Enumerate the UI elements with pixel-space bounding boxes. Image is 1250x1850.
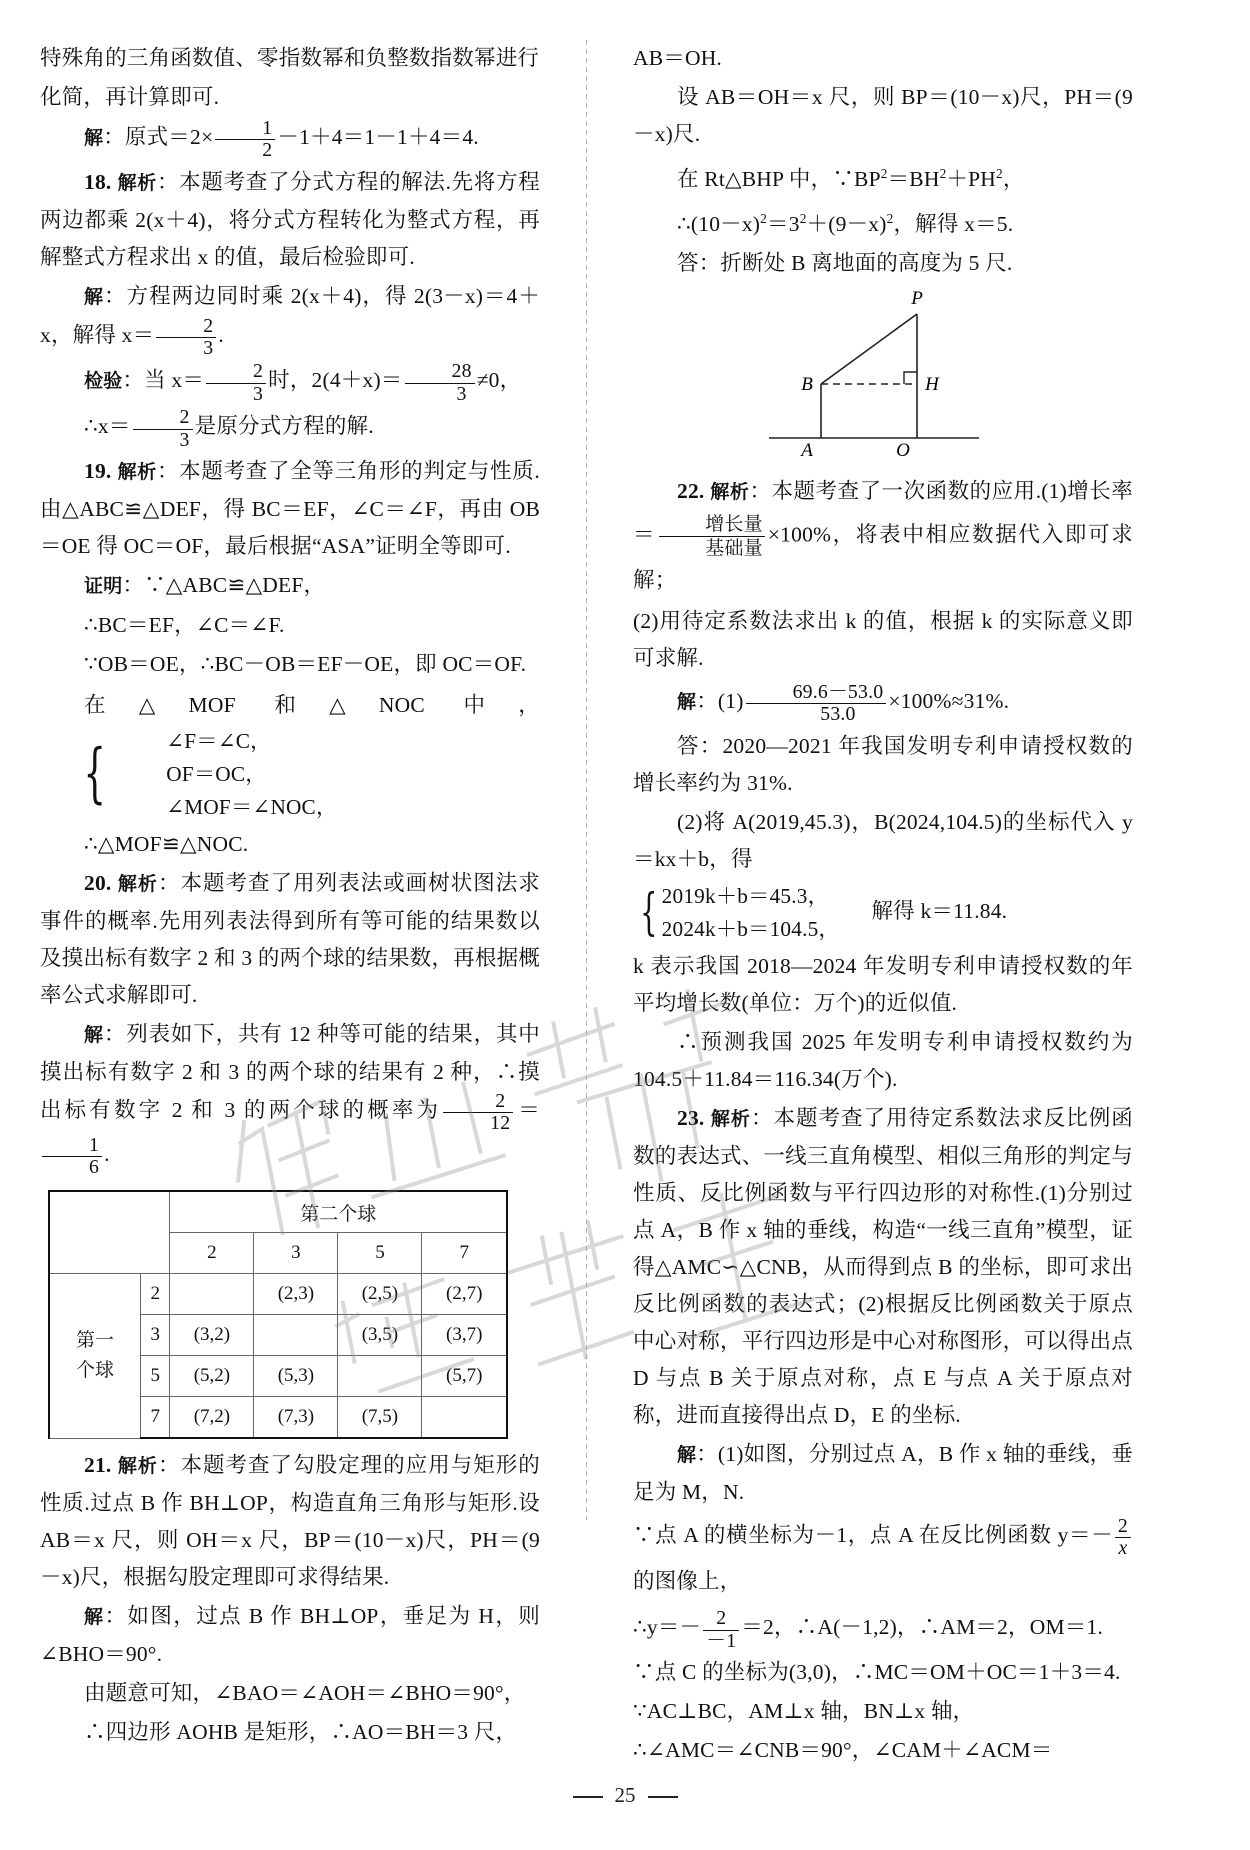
outcomes-table <box>48 1190 508 1439</box>
q22-solve-label: 解 <box>677 691 697 714</box>
q21-l3b: ＝BH <box>887 167 940 192</box>
q22-solution-4: ∴预测我国 2025 年发明专利申请授权数约为 104.5＋11.84＝116.34(万个). <box>633 1029 1133 1091</box>
q22-s1b: ×100%≈31%. <box>888 689 1010 714</box>
q19-p1: ：∵△ABC≌△DEF， <box>122 572 326 597</box>
q22-analysis-label: 解析 <box>710 481 750 504</box>
q22-number: 22. <box>677 479 705 504</box>
q23-solve-label: 解 <box>677 1443 697 1466</box>
q21-l4d: ，解得 x＝5. <box>893 212 1014 237</box>
q21-cont-line2: 设 AB＝OH＝x 尺，则 BP＝(10－x)尺，PH＝(9－x)尺. <box>633 85 1133 146</box>
table-row-header-top <box>49 1191 507 1233</box>
figure-label-B: B <box>801 374 813 396</box>
q18-analysis-label: 解析 <box>117 171 157 194</box>
footer-rule-right <box>648 1796 678 1797</box>
q23-analysis-label: 解析 <box>710 1107 751 1130</box>
table-col-header-1: 3 <box>254 1233 338 1274</box>
q23-solution-line5: ∵AC⊥BC，AM⊥x 轴，BN⊥x 轴， <box>633 1698 975 1723</box>
q21-l4-sup1: 2 <box>760 211 768 227</box>
q22-solution-3: k 表示我国 2018—2024 年发明专利申请授权数的年平均增长数(单位：万个)的近似值. <box>633 953 1133 1015</box>
figure-label-A: A <box>801 440 813 462</box>
table-col-header-3: 7 <box>422 1233 507 1274</box>
right-column <box>613 40 1134 1762</box>
q23-s3b: ＝2，∴A(－1,2)，∴AM＝2，OM＝1. <box>741 1615 1104 1640</box>
q18-check-b: 时，2(4＋x)＝ <box>268 368 403 393</box>
q19-proof-line3: ∵OB＝OE，∴BC－OB＝EF－OE，即 OC＝OF. <box>84 651 527 676</box>
q19-proof-label: 证明 <box>84 574 123 597</box>
q17-analysis-line1: 特殊角的三角函数值、零指数幂和负整数指数幂进行 <box>40 46 540 70</box>
q22-sys-row-2: 2024k＋b＝104.5， <box>661 916 840 941</box>
q22-answer-1: 答：2020—2021 年我国发明专利申请授权数的增长率约为 31%. <box>633 733 1133 795</box>
table-row-label-0: 2 <box>141 1274 170 1315</box>
table-col-group-header: 第二个球 <box>170 1191 507 1233</box>
q22-growth-rate-fraction: 增长量 基础量 <box>659 513 765 559</box>
q18-number: 18. <box>84 169 112 194</box>
table-cell-2-3: (5,7) <box>422 1356 507 1397</box>
table-col-header-2: 5 <box>338 1233 422 1274</box>
q21-l4-sup2: 2 <box>799 211 807 227</box>
q21-l3-sup2: 2 <box>939 166 947 181</box>
figure-label-P: P <box>911 288 923 310</box>
q19-analysis-label: 解析 <box>117 460 157 483</box>
q20-fraction-1: $\frac{2}{12}$ <box>443 1091 513 1135</box>
q20-solution <box>40 1016 540 1178</box>
table-cell-0-1: (2,3) <box>254 1274 338 1315</box>
left-brace-icon: { <box>83 736 107 812</box>
page-footer <box>0 1783 1250 1808</box>
q21-answer-line: 答：折断处 B 离地面的高度为 5 尺. <box>677 251 1013 276</box>
q23-s3a: ∴y＝－ <box>633 1615 702 1640</box>
q23-s2b: 的图像上， <box>633 1569 742 1594</box>
q20-analysis-label: 解析 <box>117 872 158 895</box>
q18-check-c: ≠0， <box>476 368 522 393</box>
q23-s1: ：(1)如图，分别过点 A，B 作 x 轴的垂线，垂足为 M，N. <box>633 1441 1133 1504</box>
q21-l4b: ＝3 <box>767 212 800 237</box>
column-divider <box>586 40 587 1520</box>
q18-concl-fraction: $\frac{2}{3}$ <box>133 407 193 451</box>
q22-growth-calc-fraction: $\frac{69.6-53.0}{53.0}$ <box>746 682 887 726</box>
q18-check-fraction-2: $\frac{28}{3}$ <box>405 361 475 405</box>
q22-analysis-line1 <box>633 470 1133 601</box>
table-cell-3-2: (7,5) <box>338 1397 422 1439</box>
table-cell-3-1: (7,3) <box>254 1397 338 1439</box>
q19-number: 19. <box>84 458 112 483</box>
table-cell-3-0: (7,2) <box>170 1397 254 1439</box>
q20-solve-label: 解 <box>84 1023 104 1046</box>
q21-solution-line2: 由题意可知，∠BAO＝∠AOH＝∠BHO＝90°， <box>84 1681 526 1706</box>
q21-l3-sup3: 2 <box>996 166 1003 181</box>
q18-conclusion <box>40 407 540 451</box>
table-corner-blank <box>49 1191 170 1274</box>
page-number: 25 <box>614 1783 636 1807</box>
q20-period: . <box>104 1141 110 1166</box>
q21-cont-line4 <box>633 200 1133 243</box>
q19-proof-system <box>40 685 540 824</box>
q18-solve-label: 解 <box>84 285 105 308</box>
q22-analysis-a: ：本题考查了一次函数的应用.(1)增长率＝ <box>633 479 1134 547</box>
q21-l4c: ＋(9－x) <box>806 212 887 237</box>
q23-solution-line1 <box>633 1436 1133 1511</box>
q18-solution: 解：方程两边同时乘 2(x＋4)，得 2(3－x)＝4＋x，解得 x＝ $\frac{2}{3}$ . <box>40 283 540 360</box>
left-brace-icon: { <box>640 883 658 942</box>
q17-fraction: $\frac{1}{2}$ <box>215 118 275 162</box>
table-cell-2-0: (5,2) <box>170 1356 254 1397</box>
table-col-header-0: 2 <box>170 1233 254 1274</box>
q22-analysis-b: ×100%，将表中相应数据代入即可求解； <box>633 522 1134 593</box>
q18-concl-a: ∴x＝ <box>84 414 131 439</box>
row-group-label-2: 个球 <box>75 1360 114 1382</box>
q22-linear-system-row <box>633 880 1133 946</box>
q23-solution-line2 <box>633 1513 1133 1604</box>
table-row-group-header <box>49 1274 141 1439</box>
q22-analysis-line2: (2)用待定系数法求出 k 的值，根据 k 的实际意义即可求解. <box>633 609 1133 671</box>
q23-s2a: ∵点 A 的横坐标为－1，点 A 在反比例函数 y＝－ <box>633 1522 1113 1547</box>
q23-solution-line4: ∵点 C 的坐标为(3,0)，∴MC＝OM＋OC＝1＋3＝4. <box>633 1659 1121 1684</box>
footer-rule-left <box>573 1796 603 1797</box>
table-cell-1-0: (3,2) <box>170 1315 254 1356</box>
q21-l3c: ＋PH <box>946 167 997 192</box>
q20-eq: ＝ <box>515 1097 540 1122</box>
row-group-label-1: 第一 <box>75 1330 114 1352</box>
q22-solution-1 <box>633 679 1133 726</box>
q20-number: 20. <box>84 870 112 895</box>
q21-l4-sup3: 2 <box>886 211 894 227</box>
q23-analysis <box>633 1100 1133 1434</box>
q23-inverse-fn-fraction: $\frac{2}{x}$ <box>1115 1516 1131 1560</box>
q21-s1: ：如图，过点 B 作 BH⊥OP，垂足为 H，则 ∠BHO＝90°. <box>40 1604 540 1667</box>
q21-cont-line1: AB＝OH. <box>633 46 722 70</box>
q18-check <box>40 361 540 405</box>
left-column <box>40 40 560 1745</box>
q19-system-lead: 在△MOF 和△NOC 中， <box>84 692 540 717</box>
q21-geometry-figure <box>633 288 1133 468</box>
q22-s1a: ：(1) <box>696 689 744 714</box>
q19-sys-row-3: ∠MOF＝∠NOC， <box>166 794 338 819</box>
table-cell-1-2: (3,5) <box>338 1315 422 1356</box>
q17-solution-label: 解 <box>84 127 104 150</box>
q20-analysis <box>40 865 540 1014</box>
table-cell-0-3: (2,7) <box>422 1274 507 1315</box>
q18-analysis <box>40 164 540 276</box>
table-cell-2-1: (5,3) <box>254 1356 338 1397</box>
q18-solve-text: ：方程两边同时乘 2(x＋4)，得 2(3－x)＝4＋x，解得 x＝ <box>40 283 540 347</box>
q17-solution <box>40 118 540 162</box>
table-row-label-1: 3 <box>141 1315 170 1356</box>
q23-solution-line6: ∴∠AMC＝∠CNB＝90°，∠CAM＋∠ACM＝ <box>633 1737 1053 1762</box>
q23-analysis-text: ：本题考查了用待定系数法求反比例函数的表达式、一线三直角模型、相似三角形的判定与性质、反比例函数与平行四边形的对称性.(1)分别过点 A，B 作 x 轴的垂线，构造“一线三直角”模型，证得△AMC∽△CNB，从而得到点 B 的坐标，即可求出反比例函数的表达式；(2)根据反比例函数关于原点中心对称，平行四边形是中心对称图形，可以得出点 D 与点 B 关于原点对称，点 E 与点 A 关于原点对称，进而直接得出点 D，E 的坐标. <box>633 1105 1133 1427</box>
figure-label-H: H <box>925 374 939 396</box>
q23-substitution-fraction: $\frac{2}{-1}$ <box>703 1608 739 1652</box>
q22-sys-row-1: 2019k＋b＝45.3， <box>661 883 830 908</box>
q19-sys-row-2: OF＝OC， <box>166 761 267 786</box>
q21-analysis-label: 解析 <box>117 1455 158 1478</box>
q22-solution-2-lead: (2)将 A(2019,45.3)，B(2024,104.5)的坐标代入 y＝kx＋b，得 <box>633 809 1133 871</box>
q21-analysis <box>40 1447 540 1596</box>
table-row <box>49 1274 507 1315</box>
table-cell-1-1 <box>254 1315 338 1356</box>
q19-congruence-system <box>40 725 337 824</box>
q21-number: 21. <box>84 1453 112 1478</box>
table-cell-0-2: (2,5) <box>338 1274 422 1315</box>
q20-fraction-2: $\frac{1}{6}$ <box>42 1135 102 1179</box>
q21-solve-label: 解 <box>84 1606 105 1629</box>
q21-solution-line1 <box>40 1598 540 1673</box>
q19-analysis <box>40 453 540 565</box>
table-cell-0-0 <box>170 1274 254 1315</box>
q18-check-label: 检验 <box>84 370 123 393</box>
q21-cont-line3 <box>633 155 1133 198</box>
q21-analysis-text: ：本题考查了勾股定理的应用与矩形的性质.过点 B 作 BH⊥OP，构造直角三角形与矩形.设 AB＝x 尺，则 OH＝x 尺，BP＝(10－x)尺，PH＝(9－x)尺，根据勾股定理即可求得结果. <box>40 1453 540 1590</box>
table-row-label-2: 5 <box>141 1356 170 1397</box>
q23-number: 23. <box>677 1105 705 1130</box>
q19-proof-line1 <box>40 567 540 605</box>
q18-solve-fraction: $\frac{2}{3}$ <box>156 316 216 360</box>
table-cell-3-3 <box>422 1397 507 1439</box>
q23-solution-line3 <box>633 1605 1133 1652</box>
table-cell-1-3: (3,7) <box>422 1315 507 1356</box>
q17-solution-lead: ：原式＝2× <box>103 125 214 150</box>
q19-sys-row-1: ∠F＝∠C， <box>166 728 272 753</box>
q19-proof-line2: ∴BC＝EF，∠C＝∠F. <box>84 612 285 637</box>
q21-l3-sup1: 2 <box>880 166 888 181</box>
q18-concl-b: 是原分式方程的解. <box>194 414 374 439</box>
q18-check-a: ：当 x＝ <box>122 368 205 393</box>
q20-solve-a: ：列表如下，共有 12 种等可能的结果，其中摸出标有数字 2 和 3 的两个球的结果有 2 种，∴摸出标有数字 2 和 3 的两个球的概率为 <box>40 1021 540 1122</box>
two-column-body <box>40 40 1210 1762</box>
q20-analysis-text: ：本题考查了用列表法或画树状图法求事件的概率.先用列表法得到所有等可能的结果数以及摸出标有数字 2 和 3 的两个球的结果数，再根据概率公式求解即可. <box>40 870 540 1007</box>
q18-analysis-text: ：本题考查了分式方程的解法.先将方程两边都乘 2(x＋4)，将分式方程转化为整式方程，再解整式方程求出 x 的值，最后检验即可. <box>40 169 540 269</box>
table-cell-2-2 <box>338 1356 422 1397</box>
q19-proof-conclusion: ∴△MOF≌△NOC. <box>84 831 249 856</box>
figure-label-O: O <box>896 440 910 462</box>
q18-check-fraction-1: $\frac{2}{3}$ <box>206 361 266 405</box>
q22-linear-system <box>633 880 840 946</box>
q21-l3d: ， <box>1002 167 1025 192</box>
q19-analysis-text: ：本题考查了全等三角形的判定与性质.由△ABC≌△DEF，得 BC＝EF，∠C＝∠F，再由 OB＝OE 得 OC＝OF，最后根据“ASA”证明全等即可. <box>40 458 540 558</box>
q22-s2b: 解得 k＝11.84. <box>871 898 1008 923</box>
q17-analysis-line2: 化简，再计算即可. <box>40 85 220 109</box>
q17-solution-rest: －1＋4＝1－1＋4＝4. <box>277 125 479 150</box>
q21-l4a: ∴(10－x) <box>677 212 761 237</box>
q21-l3a: 在 Rt△BHP 中，∵BP <box>677 167 881 192</box>
table-row-label-3: 7 <box>141 1397 170 1439</box>
q21-solution-line3: ∴四边形 AOHB 是矩形，∴AO＝BH＝3 尺， <box>84 1720 518 1745</box>
